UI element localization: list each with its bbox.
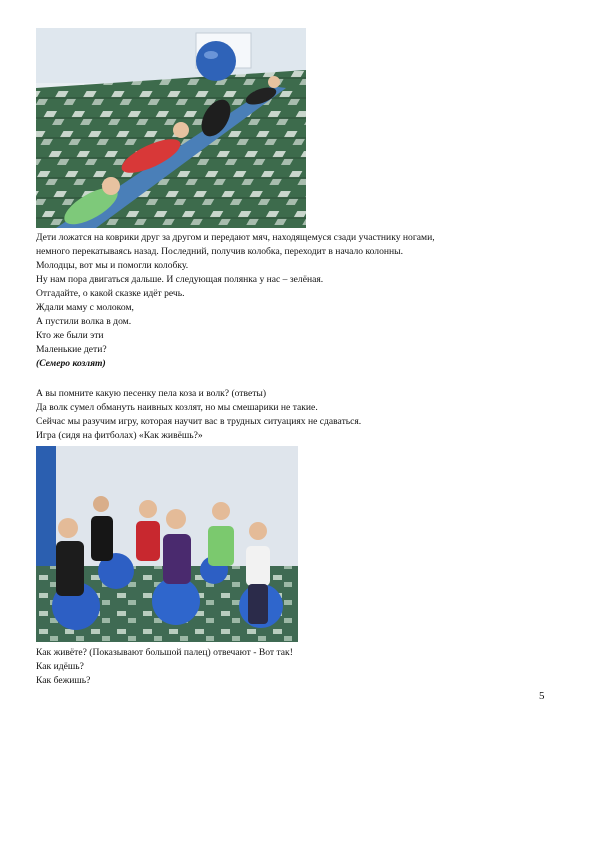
paragraph-line: Сейчас мы разучим игру, которая научит вас в трудных ситуациях не сдаваться. bbox=[36, 416, 362, 427]
paragraph-line: немного перекатываясь назад. Последний, получив колобка, переходит в начало колонны. bbox=[36, 246, 404, 257]
paragraph-line: А вы помните какую песенку пела коза и волк? (ответы) bbox=[36, 388, 267, 399]
children-on-fitballs-photo bbox=[36, 446, 298, 642]
paragraph-line: Как бежишь? bbox=[36, 675, 91, 686]
paragraph-line: Молодцы, вот мы и помогли колобку. bbox=[36, 260, 189, 271]
paragraph-line: Как живёте? (Показывают большой палец) отвечают - Вот так! bbox=[36, 647, 293, 658]
paragraph-line: Как идёшь? bbox=[36, 661, 84, 672]
paragraph-line: Ну нам пора двигаться дальше. И следующая полянка у нас – зелёная. bbox=[36, 274, 324, 285]
game-title: Игра (сидя на фитболах) «Как живёшь?» bbox=[36, 430, 203, 441]
riddle-line: А пустили волка в дом. bbox=[36, 316, 132, 327]
riddle-line: Кто же были эти bbox=[36, 330, 104, 341]
page-number: 5 bbox=[539, 690, 545, 702]
paragraph-line: Отгадайте, о какой сказке идёт речь. bbox=[36, 288, 185, 299]
children-on-mats-photo bbox=[36, 28, 306, 228]
paragraph-line: Дети ложатся на коврики друг за другом и передают мяч, находящемуся сзади участнику ногами, bbox=[36, 232, 435, 243]
riddle-line: Ждали маму с молоком, bbox=[36, 302, 134, 313]
riddle-line: Маленькие дети? bbox=[36, 344, 107, 355]
riddle-answer: (Семеро козлят) bbox=[36, 358, 106, 369]
paragraph-line: Да волк сумел обмануть наивных козлят, но мы смешарики не такие. bbox=[36, 402, 318, 413]
